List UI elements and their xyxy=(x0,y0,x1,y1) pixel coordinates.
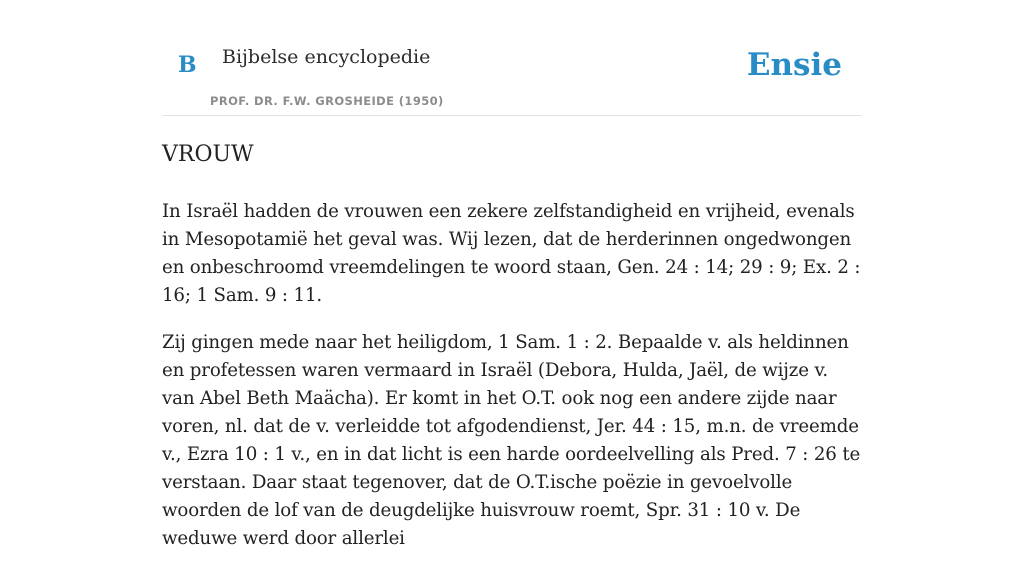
entry-content xyxy=(162,140,862,572)
entry-paragraph: Zij gingen mede naar het heiligdom, 1 Sam. 1 : 2. Bepaalde v. als heldinnen en profetessen waren vermaard in Israël (Debora, Hulda, Jaël, de wijze v. van Abel Beth Maächa). Er komt in het O.T. ook nog een andere zijde naar voren, nl. dat de v. verleidde tot afgodendienst, Jer. 44 : 15, m.n. de vreemde v., Ezra 10 : 1 v., en in dat licht is een harde oordeelvelling als Pred. 7 : 26 te verstaan. Daar staat tegenover, dat de O.T.ische poëzie in gevoelvolle woorden de lof van de deugdelijke huisvrouw roemt, Spr. 31 : 10 v. De weduwe werd door allerlei xyxy=(162,332,861,549)
ensie-logo-link[interactable]: Ensie xyxy=(746,47,842,83)
book-title-link[interactable]: Bijbelse encyclopedie xyxy=(222,46,431,68)
entry-title: VROUW xyxy=(162,142,254,167)
header xyxy=(162,0,862,116)
author-line: PROF. DR. F.W. GROSHEIDE (1950) xyxy=(210,94,444,108)
book-logo[interactable]: B xyxy=(178,52,197,78)
entry-paragraph: In Israël hadden de vrouwen een zekere zelfstandigheid en vrijheid, evenals in Mesopotamië het geval was. Wij lezen, dat de herderinnen ongedwongen en onbeschroomd vreemdelingen te woord staan, Gen. 24 : 14; 29 : 9; Ex. 2 : 16; 1 Sam. 9 : 11. xyxy=(162,201,861,306)
